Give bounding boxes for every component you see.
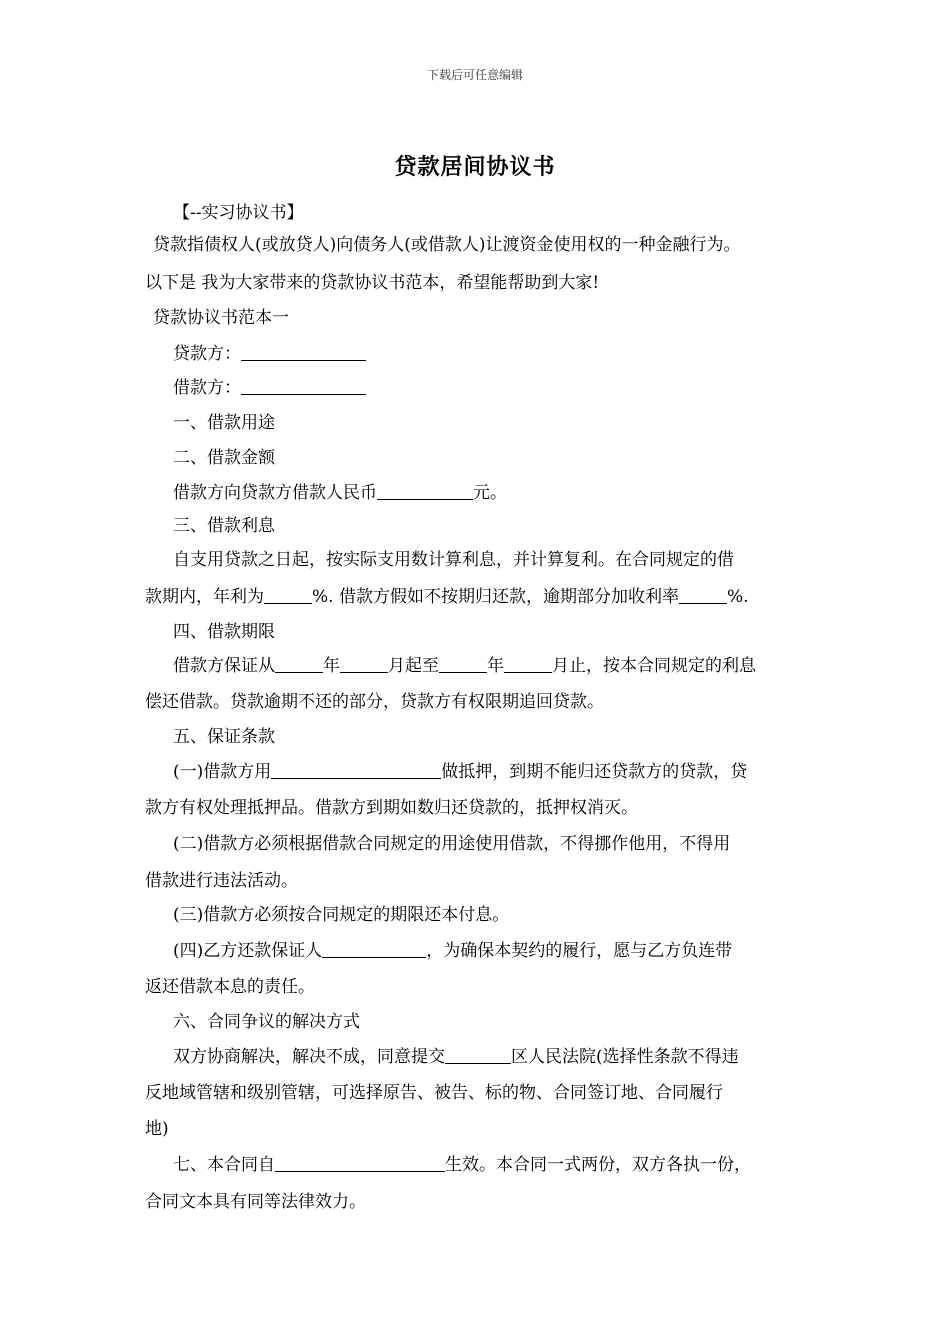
section-3-heading: 三、借款利息: [173, 516, 275, 536]
interest-line-2: [145, 585, 749, 609]
guarantee-4-text-a: (四)乙方还款保证人: [173, 941, 323, 961]
section-7-line-2: 合同文本具有同等法律效力。: [145, 1192, 366, 1212]
page-header: 下载后可任意编辑: [426, 68, 523, 82]
intro-line-1: 贷款指债权人(或放贷人)向债务人(或借款人)让渡资金使用权的一种金融行为。: [153, 235, 741, 255]
term-line-1: [173, 654, 756, 678]
amount-blank[interactable]: [377, 481, 473, 500]
lender-blank[interactable]: [241, 342, 366, 361]
borrower-line: [173, 376, 366, 400]
borrower-blank[interactable]: [241, 376, 366, 395]
court-district-blank[interactable]: [445, 1045, 511, 1064]
end-year-blank[interactable]: [439, 654, 487, 673]
term-text-e: 月止，按本合同规定的利息: [552, 656, 756, 676]
dispute-line-1: [173, 1045, 739, 1069]
guarantee-3-line: (三)借款方必须按合同规定的期限还本付息。: [173, 905, 510, 925]
document-title: 贷款居间协议书: [394, 154, 556, 180]
amount-text: 借款方向贷款方借款人民币: [173, 483, 377, 503]
effective-text-b: 生效。本合同一式两份，双方各执一份，: [445, 1155, 751, 1175]
subtitle-line: 【--实习协议书】: [173, 203, 304, 223]
guarantee-1-line-2: 款方有权处理抵押品。借款方到期如数归还贷款的，抵押权消灭。: [145, 798, 638, 818]
guarantee-4-line-1: [173, 939, 732, 963]
dispute-text-b: 区人民法院(选择性条款不得违: [511, 1047, 739, 1067]
term-text-c: 月起至: [388, 656, 439, 676]
annual-rate-blank[interactable]: [264, 585, 312, 604]
sample-heading: 贷款协议书范本一: [153, 308, 289, 328]
guarantee-2-line-1: (二)借款方必须根据借款合同规定的用途使用借款，不得挪作他用，不得用: [173, 834, 731, 854]
start-month-blank[interactable]: [340, 654, 388, 673]
dispute-line-3: 地): [145, 1119, 169, 1139]
guarantee-1-line-1: [173, 760, 747, 784]
interest-line-1: 自支用贷款之日起，按实际支用数计算利息，并计算复利。在合同规定的借: [173, 550, 734, 570]
intro-line-2: 以下是 我为大家带来的贷款协议书范本，希望能帮助到大家!: [145, 273, 600, 293]
guarantor-blank[interactable]: [322, 939, 426, 958]
section-4-heading: 四、借款期限: [173, 622, 275, 642]
collateral-blank[interactable]: [271, 760, 441, 779]
dispute-text-a: 双方协商解决，解决不成，同意提交: [173, 1047, 445, 1067]
section-7-line-1: [173, 1153, 751, 1177]
term-text-d: 年: [487, 656, 504, 676]
section-1-heading: 一、借款用途: [173, 413, 275, 433]
guarantee-4-line-2: 返还借款本息的责任。: [145, 977, 315, 997]
term-line-2: 偿还借款。贷款逾期不还的部分，贷款方有权限期追回贷款。: [145, 692, 604, 712]
end-month-blank[interactable]: [504, 654, 552, 673]
interest-text-a: 款期内，年利为: [145, 587, 264, 607]
lender-line: [173, 342, 366, 366]
section-5-heading: 五、保证条款: [173, 727, 275, 747]
guarantee-4-text-b: ，为确保本契约的履行，愿与乙方负连带: [426, 941, 733, 961]
guarantee-2-line-2: 借款进行违法活动。: [145, 871, 298, 891]
overdue-rate-blank[interactable]: [679, 585, 727, 604]
interest-text-b: %. 借款方假如不按期归还款，逾期部分加收利率: [312, 587, 679, 607]
effective-date-blank[interactable]: [275, 1153, 445, 1172]
term-text-a: 借款方保证从: [173, 656, 275, 676]
section-2-heading: 二、借款金额: [173, 448, 275, 468]
dispute-line-2: 反地域管辖和级别管辖，可选择原告、被告、标的物、合同签订地、合同履行: [145, 1083, 723, 1103]
section-6-heading: 六、合同争议的解决方式: [173, 1012, 360, 1032]
borrower-label: 借款方：: [173, 378, 241, 398]
start-year-blank[interactable]: [275, 654, 323, 673]
interest-text-c: %.: [726, 587, 749, 607]
term-text-b: 年: [323, 656, 340, 676]
guarantee-1-text-a: (一)借款方用: [173, 762, 272, 782]
amount-unit: 元。: [473, 483, 507, 503]
amount-line: [173, 481, 507, 505]
effective-text-a: 七、本合同自: [173, 1155, 275, 1175]
guarantee-1-text-b: 做抵押，到期不能归还贷款方的贷款，贷: [441, 762, 748, 782]
lender-label: 贷款方：: [173, 344, 241, 364]
